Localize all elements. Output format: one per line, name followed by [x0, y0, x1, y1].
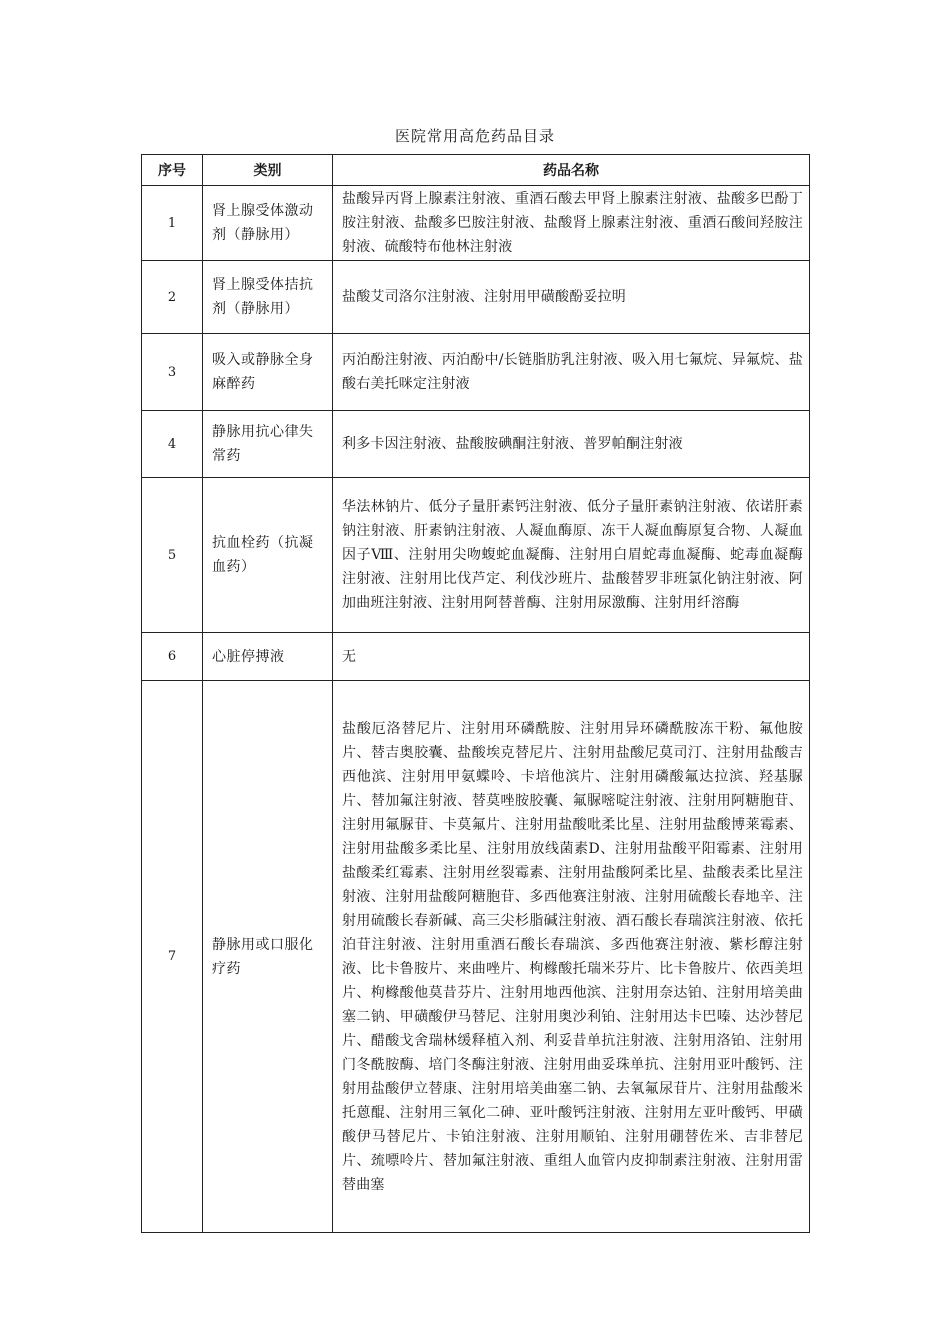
- table-row: [142, 681, 810, 1233]
- row-category: 抗血栓药（抗凝血药）: [203, 478, 333, 633]
- table-row: [142, 633, 810, 681]
- header-no: 序号: [142, 155, 203, 186]
- table-row: [142, 334, 810, 411]
- table-row: [142, 261, 810, 334]
- header-category: 类别: [203, 155, 333, 186]
- row-category: 心脏停搏液: [203, 633, 333, 681]
- row-no: 1: [142, 186, 203, 261]
- row-category: 肾上腺受体拮抗剂（静脉用）: [203, 261, 333, 334]
- row-drug-names: 无: [333, 633, 810, 681]
- row-no: 5: [142, 478, 203, 633]
- row-no: 6: [142, 633, 203, 681]
- row-no: 3: [142, 334, 203, 411]
- row-drug-names: 华法林钠片、低分子量肝素钙注射液、低分子量肝素钠注射液、依诺肝素钠注射液、肝素钠注射液、人凝血酶原、冻干人凝血酶原复合物、人凝血因子Ⅷ、注射用尖吻蝮蛇血凝酶、注射用白眉蛇毒血凝酶、蛇毒血凝酶注射液、注射用比伐芦定、利伐沙班片、盐酸替罗非班氯化钠注射液、阿加曲班注射液、注射用阿替普酶、注射用尿激酶、注射用纤溶酶: [333, 478, 810, 633]
- table-header-row: [142, 155, 810, 186]
- high-risk-drug-table: [141, 154, 810, 1233]
- row-no: 4: [142, 411, 203, 478]
- row-category: 吸入或静脉全身麻醉药: [203, 334, 333, 411]
- row-no: 2: [142, 261, 203, 334]
- row-drug-names: 利多卡因注射液、盐酸胺碘酮注射液、普罗帕酮注射液: [333, 411, 810, 478]
- row-category: 肾上腺受体激动剂（静脉用）: [203, 186, 333, 261]
- table-row: [142, 411, 810, 478]
- document-title: 医院常用高危药品目录: [394, 127, 555, 145]
- table-row: [142, 478, 810, 633]
- row-category: 静脉用或口服化疗药: [203, 681, 333, 1233]
- table-row: [142, 186, 810, 261]
- row-category: 静脉用抗心律失常药: [203, 411, 333, 478]
- row-drug-names: 丙泊酚注射液、丙泊酚中/长链脂肪乳注射液、吸入用七氟烷、异氟烷、盐酸右美托咪定注射液: [333, 334, 810, 411]
- row-drug-names: 盐酸艾司洛尔注射液、注射用甲磺酸酚妥拉明: [333, 261, 810, 334]
- row-drug-names: 盐酸异丙肾上腺素注射液、重酒石酸去甲肾上腺素注射液、盐酸多巴酚丁胺注射液、盐酸多巴胺注射液、盐酸肾上腺素注射液、重酒石酸间羟胺注射液、硫酸特布他林注射液: [333, 186, 810, 261]
- row-no: 7: [142, 681, 203, 1233]
- header-drug-names: 药品名称: [333, 155, 810, 186]
- row-drug-names: 盐酸厄洛替尼片、注射用环磷酰胺、注射用异环磷酰胺冻干粉、氟他胺片、替吉奥胶囊、盐酸埃克替尼片、注射用盐酸尼莫司汀、注射用盐酸吉西他滨、注射用甲氨蝶呤、卡培他滨片、注射用磷酸氟达拉滨、羟基脲片、替加氟注射液、替莫唑胺胶囊、氟脲嘧啶注射液、注射用阿糖胞苷、注射用氟脲苷、卡莫氟片、注射用盐酸吡柔比星、注射用盐酸博莱霉素、注射用盐酸多柔比星、注射用放线菌素D、注射用盐酸平阳霉素、注射用盐酸柔红霉素、注射用丝裂霉素、注射用盐酸阿柔比星、盐酸表柔比星注射液、注射用盐酸阿糖胞苷、多西他赛注射液、注射用硫酸长春地辛、注射用硫酸长春新碱、高三尖杉脂碱注射液、酒石酸长春瑞滨注射液、依托泊苷注射液、注射用重酒石酸长春瑞滨、多西他赛注射液、紫杉醇注射液、比卡鲁胺片、来曲唑片、枸橼酸托瑞米芬片、比卡鲁胺片、依西美坦片、枸橼酸他莫昔芬片、注射用地西他滨、注射用奈达铂、注射用培美曲塞二钠、甲磺酸伊马替尼、注射用奥沙利铂、注射用达卡巴嗪、达沙替尼片、醋酸戈舍瑞林缓释植入剂、利妥昔单抗注射液、注射用洛铂、注射用门冬酰胺酶、培门冬酶注射液、注射用曲妥珠单抗、注射用亚叶酸钙、注射用盐酸伊立替康、注射用培美曲塞二钠、去氧氟尿苷片、注射用盐酸米托蒽醌、注射用三氧化二砷、亚叶酸钙注射液、注射用左亚叶酸钙、甲磺酸伊马替尼片、卡铂注射液、注射用顺铂、注射用硼替佐米、吉非替尼片、巯嘌呤片、替加氟注射液、重组人血管内皮抑制素注射液、注射用雷替曲塞: [333, 681, 810, 1233]
